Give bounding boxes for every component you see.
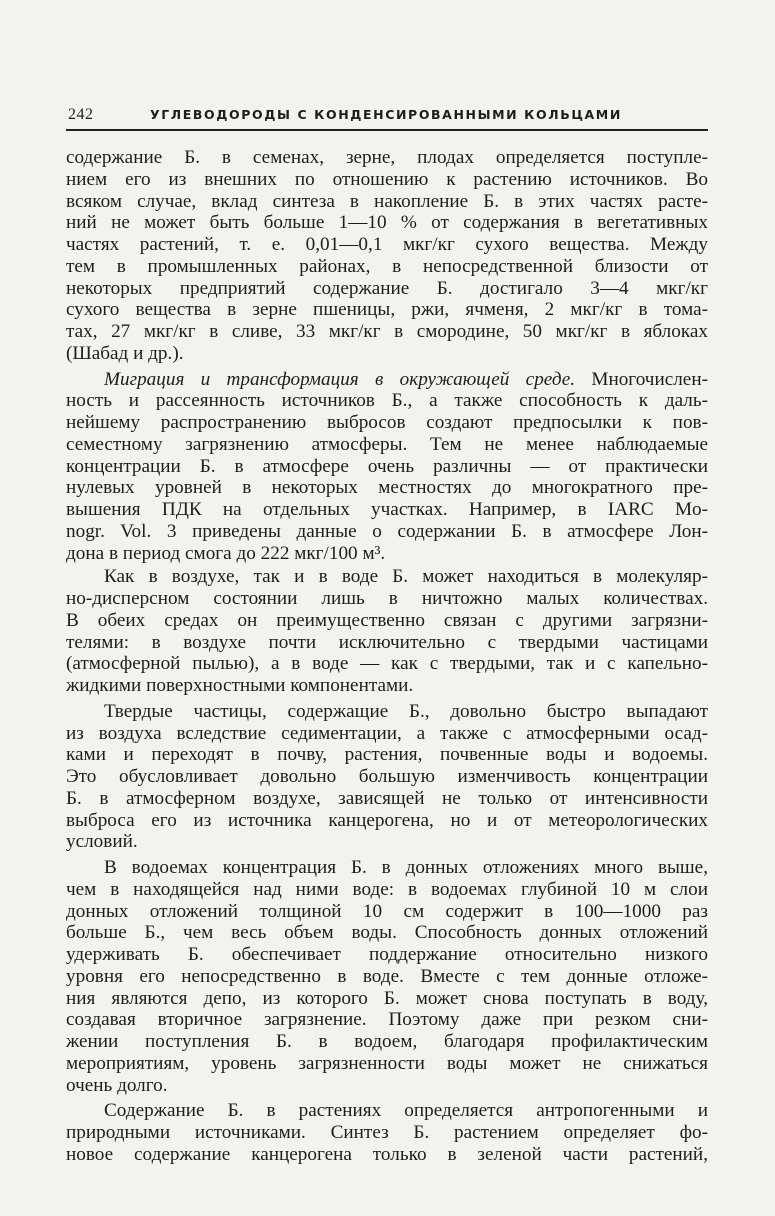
text-line: мероприятиям, уровень загрязненности воды может не снижаться xyxy=(66,1052,708,1074)
text-line: частях растений, т. е. 0,01—0,1 мкг/кг сухого вещества. Между xyxy=(66,234,708,255)
text-line: дона в период смога до 222 мкг/100 м³. xyxy=(66,542,386,564)
text-line: тем в промышленных районах, в непосредственной близости от xyxy=(66,255,708,277)
text-line: новое содержание канцерогена только в зеленой части растений, xyxy=(66,1143,708,1165)
text-line: жидкими поверхностными компонентами. xyxy=(66,675,414,696)
text-line: очень долго. xyxy=(66,1074,168,1096)
text-line: нейшему распространению выбросов создают предпосылки к пов- xyxy=(66,412,708,433)
text-line: содержание Б. в семенах, зерне, плодах определяется поступле- xyxy=(66,147,708,168)
text-line: тах, 27 мкг/кг в сливе, 33 мкг/кг в смородине, 50 мкг/кг в яблоках xyxy=(66,321,708,342)
text-line: выброса его из источника канцерогена, но и от метеорологических xyxy=(66,809,708,831)
text-line: ность и рассеянность источников Б., а также способность к даль- xyxy=(66,390,708,412)
text-line: концентрации Б. в атмосфере очень различны — от практически xyxy=(66,455,708,477)
text-line: Твердые частицы, содержащие Б., довольно быстро выпадают xyxy=(104,700,708,722)
paragraph xyxy=(66,1100,708,1165)
text-line xyxy=(66,369,708,391)
text-line: ками и переходят в почву, растения, почвенные воды и водоемы. xyxy=(66,744,708,766)
text-line: нием его из внешних по отношению к растению источников. Во xyxy=(66,168,708,190)
text-line: В обеих средах он преимущественно связан с другими загрязни- xyxy=(66,609,708,631)
text-line: сухого вещества в зерне пшеницы, ржи, ячменя, 2 мкг/кг в тома- xyxy=(66,299,708,321)
text-line: (Шабад и др.). xyxy=(66,342,184,364)
text-line: жении поступления Б. в водоем, благодаря профилактическим xyxy=(66,1031,708,1052)
text-line: Как в воздухе, так и в воде Б. может находиться в молекуляр- xyxy=(104,566,708,588)
running-title: УГЛЕВОДОРОДЫ С КОНДЕНСИРОВАННЫМИ КОЛЬЦАМИ xyxy=(150,107,622,122)
text-line: некоторых предприятий содержание Б. достигало 3—4 мкг/кг xyxy=(66,277,708,299)
paragraph xyxy=(66,147,708,365)
text-line: Содержание Б. в растениях определяется антропогенными и xyxy=(104,1100,708,1122)
text-line: уровня его непосредственно в воде. Вместе с тем донные отложе- xyxy=(66,965,708,987)
text-line: ний не может быть больше 1—10 % от содержания в вегетативных xyxy=(66,212,708,234)
text-line: нулевых уровней в некоторых местностях до многократного пре- xyxy=(66,477,708,499)
text-line: семестному загрязнению атмосферы. Тем не менее наблюдаемые xyxy=(66,433,708,455)
page-header xyxy=(66,103,708,131)
text-line: (атмосферной пылью), а в воде — как с твердыми, так и с капельно- xyxy=(66,653,708,675)
text-line: Б. в атмосферном воздухе, зависящей не только от интенсивности xyxy=(66,787,708,809)
text-line: телями: в воздухе почти исключительно с твердыми частицами xyxy=(66,631,708,653)
section-run-in-heading: Миграция и трансформация в окружающей среде. xyxy=(104,368,576,390)
text-line: условий. xyxy=(66,831,138,853)
paragraph xyxy=(66,369,708,565)
text-line: больше Б., чем весь объем воды. Способность донных отложений xyxy=(66,922,708,944)
text-line: Это обусловливает довольно большую изменчивость концентрации xyxy=(66,766,708,787)
paragraph xyxy=(66,566,708,697)
text-line: но-дисперсном состоянии лишь в ничтожно малых количествах. xyxy=(66,588,708,609)
text-line: вышения ПДК на отдельных участках. Например, в IARC Mo- xyxy=(66,499,708,520)
text-line: nogr. Vol. 3 приведены данные о содержании Б. в атмосфере Лон- xyxy=(66,520,708,542)
body-text xyxy=(66,147,708,1170)
text-fragment: Многочислен- xyxy=(575,368,708,390)
text-line: донных отложений толщиной 10 см содержит в 100—1000 раз xyxy=(66,900,708,922)
paragraph xyxy=(66,701,708,853)
text-line: удерживать Б. обеспечивает поддержание относительно низкого xyxy=(66,944,708,965)
page-number: 242 xyxy=(68,106,94,123)
text-line: всяком случае, вклад синтеза в накопление Б. в этих частях расте- xyxy=(66,190,708,212)
text-line: чем в находящейся над ними воде: в водоемах глубиной 10 м слои xyxy=(66,878,708,900)
text-line: природными источниками. Синтез Б. растением определяет фо- xyxy=(66,1122,708,1143)
text-line: В водоемах концентрация Б. в донных отложениях много выше, xyxy=(104,857,708,878)
text-line: ния являются депо, из которого Б. может снова поступать в воду, xyxy=(66,987,708,1009)
paragraph xyxy=(66,857,708,1096)
text-line: из воздуха вследствие седиментации, а также с атмосферными осад- xyxy=(66,722,708,744)
text-line: создавая вторичное загрязнение. Поэтому даже при резком сни- xyxy=(66,1009,708,1031)
